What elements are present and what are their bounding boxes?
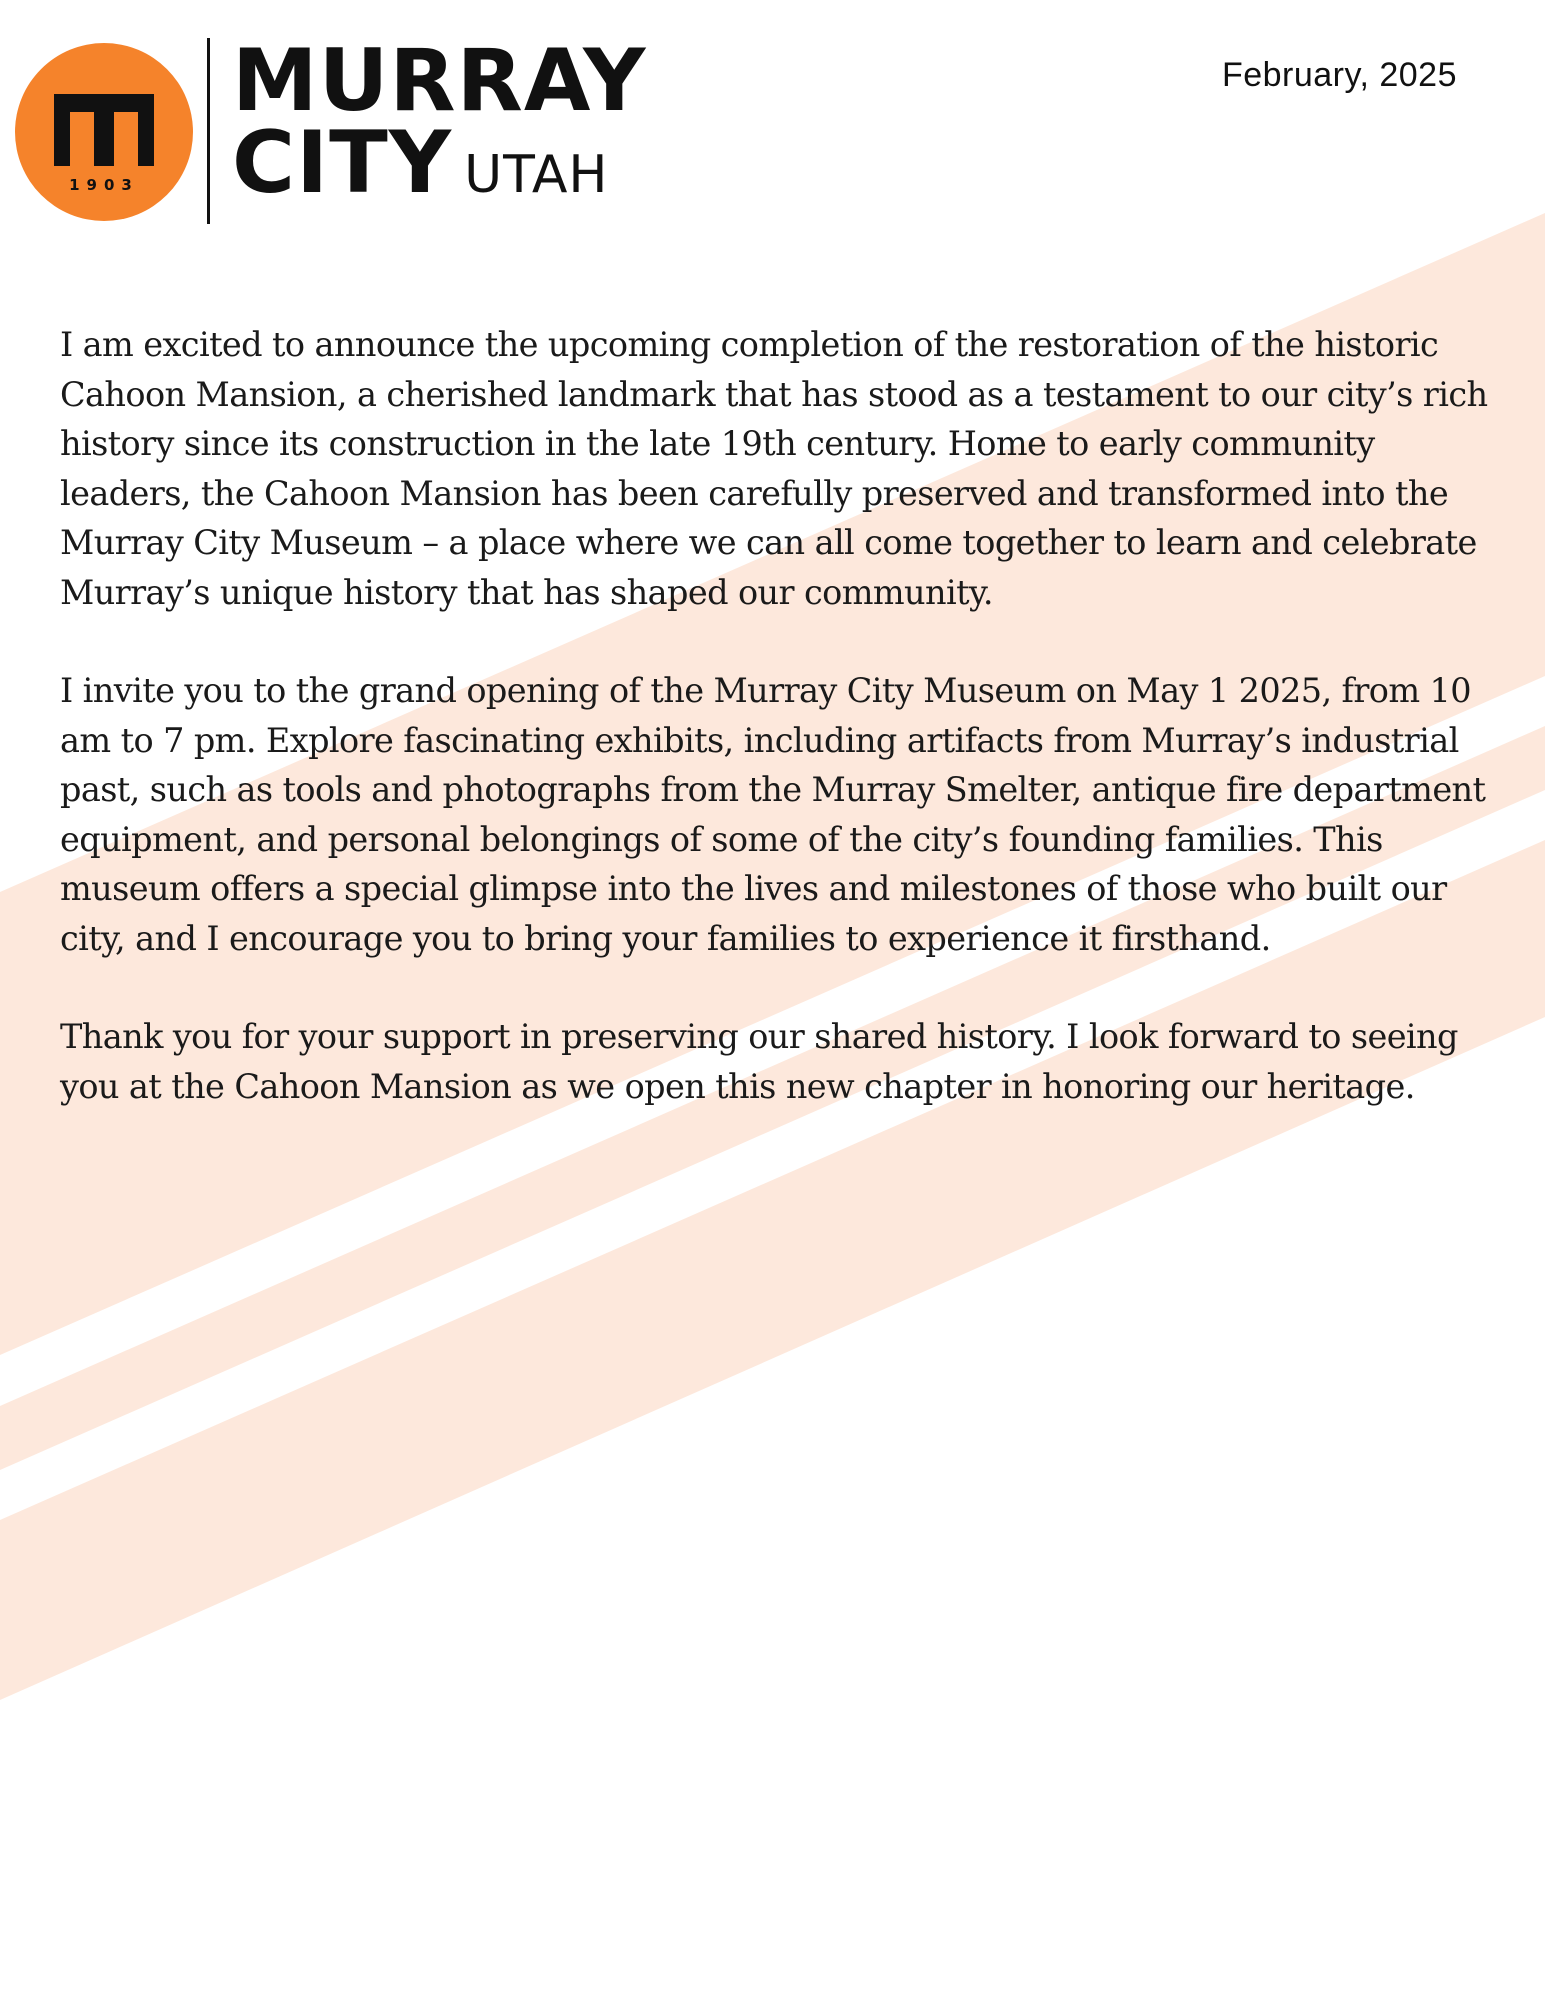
wordmark-city: CITY [232, 113, 453, 213]
paragraph-invitation: I invite you to the grand opening of the Murray City Museum on May 1 2025, from 10 am to 7 pm. Explore fascinating exhibits, including artifacts from Murray’s industrial past, such as tools and photographs from the Murray Smelter, antique fire department equipment, and personal belongings of some of the city’s founding families. This museum offers a special glimpse into the lives and milestones of those who built our city, and I encourage you to bring your families to experience it firsthand. [60, 671, 1486, 958]
wordmark-state: UTAH [464, 145, 609, 205]
letterhead-divider [207, 38, 210, 224]
letter-body [60, 320, 1500, 1160]
paragraph-announcement: I am excited to announce the upcoming completion of the restoration of the historic Cahoon Mansion, a cherished landmark that has stood as a testament to our city’s rich history since its construction in the late 19th century. Home to early community leaders, the Cahoon Mansion has been carefully preserved and transformed into the Murray City Museum – a place where we can all come together to learn and celebrate Murray’s unique history that has shaped our community. [60, 325, 1488, 612]
seal-year: 1903 [69, 176, 139, 194]
wordmark-murray: MURRAY [232, 31, 647, 131]
letter-date: February, 2025 [1221, 56, 1457, 94]
city-wordmark [232, 31, 647, 228]
wordmark-line-two [232, 113, 646, 228]
paragraph-thank-you: Thank you for your support in preserving our shared history. I look forward to seeing you at the Cahoon Mansion as we open this new chapter in honoring our heritage. [60, 1017, 1458, 1106]
letterhead [0, 0, 1545, 240]
murray-city-seal-logo [14, 42, 194, 222]
